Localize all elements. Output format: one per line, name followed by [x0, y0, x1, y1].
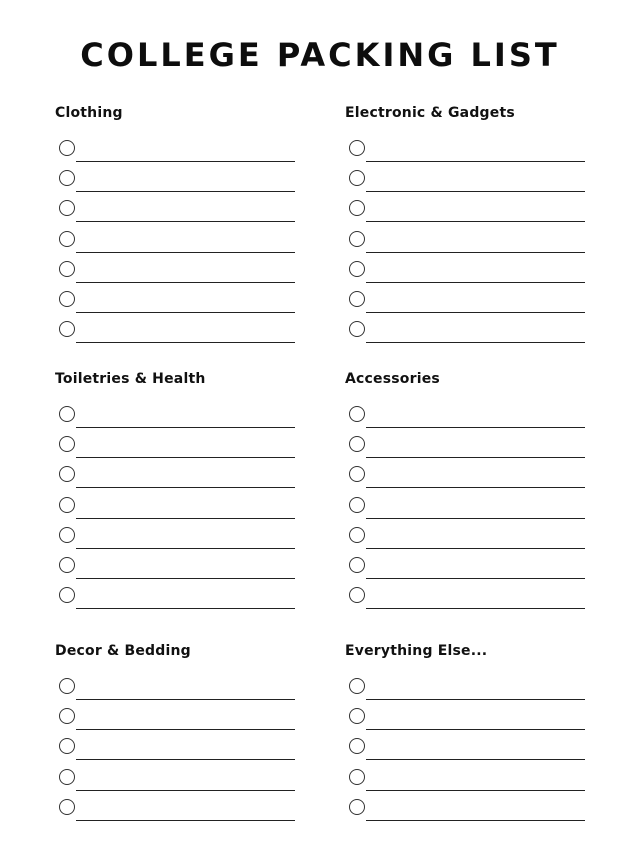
write-line[interactable]: [76, 427, 295, 428]
write-line[interactable]: [366, 790, 585, 791]
checklist-item[interactable]: [349, 321, 585, 343]
write-line[interactable]: [76, 578, 295, 579]
checkbox-circle[interactable]: [59, 738, 75, 754]
checklist-item[interactable]: [59, 140, 295, 162]
write-line[interactable]: [366, 820, 585, 821]
checklist-item[interactable]: [349, 769, 585, 791]
section-everything-else: [345, 642, 585, 660]
checklist-item[interactable]: [59, 261, 295, 283]
checklist-item[interactable]: [59, 291, 295, 313]
checklist-item[interactable]: [349, 738, 585, 760]
section-heading: Decor & Bedding: [55, 643, 191, 659]
write-line[interactable]: [366, 487, 585, 488]
checklist-item[interactable]: [59, 231, 295, 253]
checklist-item[interactable]: [59, 436, 295, 458]
checkbox-circle[interactable]: [59, 527, 75, 543]
checkbox-circle[interactable]: [349, 587, 365, 603]
checkbox-circle[interactable]: [349, 557, 365, 573]
write-line[interactable]: [366, 729, 585, 730]
checkbox-circle[interactable]: [59, 406, 75, 422]
checklist-item[interactable]: [349, 527, 585, 549]
checkbox-circle[interactable]: [59, 321, 75, 337]
section-clothing: [55, 104, 295, 122]
checklist-item[interactable]: [59, 738, 295, 760]
checklist-item[interactable]: [59, 170, 295, 192]
checkbox-circle[interactable]: [349, 708, 365, 724]
section-accessories: [345, 370, 585, 388]
checklist-item[interactable]: [59, 678, 295, 700]
checkbox-circle[interactable]: [59, 231, 75, 247]
write-line[interactable]: [366, 221, 585, 222]
checklist-item[interactable]: [349, 291, 585, 313]
checkbox-circle[interactable]: [349, 200, 365, 216]
write-line[interactable]: [366, 457, 585, 458]
checklist-item[interactable]: [59, 321, 295, 343]
checklist-item[interactable]: [59, 527, 295, 549]
checkbox-circle[interactable]: [349, 738, 365, 754]
write-line[interactable]: [76, 457, 295, 458]
checkbox-circle[interactable]: [349, 321, 365, 337]
checkbox-circle[interactable]: [59, 799, 75, 815]
checkbox-circle[interactable]: [349, 170, 365, 186]
checklist-item[interactable]: [349, 200, 585, 222]
write-line[interactable]: [366, 427, 585, 428]
checkbox-circle[interactable]: [349, 231, 365, 247]
checklist-item[interactable]: [349, 557, 585, 579]
checkbox-circle[interactable]: [59, 200, 75, 216]
write-line[interactable]: [76, 548, 295, 549]
checkbox-circle[interactable]: [349, 261, 365, 277]
checklist-item[interactable]: [59, 799, 295, 821]
section-heading: Electronic & Gadgets: [345, 105, 515, 121]
checklist-item[interactable]: [349, 497, 585, 519]
checklist-item[interactable]: [59, 557, 295, 579]
section-heading: Everything Else...: [345, 643, 488, 659]
checklist-item[interactable]: [59, 708, 295, 730]
write-line[interactable]: [366, 578, 585, 579]
write-line[interactable]: [76, 487, 295, 488]
checkbox-circle[interactable]: [59, 261, 75, 277]
section-heading: Clothing: [55, 105, 123, 121]
checkbox-circle[interactable]: [349, 406, 365, 422]
checkbox-circle[interactable]: [59, 170, 75, 186]
write-line[interactable]: [76, 759, 295, 760]
checkbox-circle[interactable]: [59, 708, 75, 724]
checkbox-circle[interactable]: [349, 497, 365, 513]
write-line[interactable]: [366, 191, 585, 192]
checklist-item[interactable]: [349, 587, 585, 609]
write-line[interactable]: [76, 342, 295, 343]
checkbox-circle[interactable]: [59, 436, 75, 452]
write-line[interactable]: [76, 790, 295, 791]
checklist-item[interactable]: [349, 466, 585, 488]
write-line[interactable]: [366, 312, 585, 313]
write-line[interactable]: [76, 608, 295, 609]
section-toiletries: [55, 370, 295, 388]
write-line[interactable]: [366, 548, 585, 549]
write-line[interactable]: [366, 252, 585, 253]
checkbox-circle[interactable]: [59, 497, 75, 513]
checklist-item[interactable]: [349, 170, 585, 192]
checkbox-circle[interactable]: [349, 769, 365, 785]
write-line[interactable]: [76, 221, 295, 222]
write-line[interactable]: [76, 282, 295, 283]
checkbox-circle[interactable]: [59, 291, 75, 307]
checkbox-circle[interactable]: [59, 678, 75, 694]
write-line[interactable]: [366, 282, 585, 283]
write-line[interactable]: [76, 729, 295, 730]
write-line[interactable]: [76, 312, 295, 313]
checkbox-circle[interactable]: [59, 466, 75, 482]
checkbox-circle[interactable]: [349, 678, 365, 694]
checklist-item[interactable]: [59, 769, 295, 791]
page-title: COLLEGE PACKING LIST: [80, 36, 560, 74]
checkbox-circle[interactable]: [349, 527, 365, 543]
write-line[interactable]: [366, 161, 585, 162]
checkbox-circle[interactable]: [349, 466, 365, 482]
checklist-item[interactable]: [349, 708, 585, 730]
checkbox-circle[interactable]: [349, 291, 365, 307]
write-line[interactable]: [76, 518, 295, 519]
checklist-item[interactable]: [59, 497, 295, 519]
checklist-item[interactable]: [349, 799, 585, 821]
checklist-item[interactable]: [349, 436, 585, 458]
section-decor: [55, 642, 295, 660]
write-line[interactable]: [76, 820, 295, 821]
section-electronics: [345, 104, 585, 122]
write-line[interactable]: [76, 252, 295, 253]
write-line[interactable]: [76, 699, 295, 700]
checklist-item[interactable]: [349, 140, 585, 162]
checklist-item[interactable]: [349, 261, 585, 283]
checklist-item[interactable]: [59, 200, 295, 222]
checkbox-circle[interactable]: [59, 557, 75, 573]
checklist-item[interactable]: [349, 406, 585, 428]
write-line[interactable]: [366, 699, 585, 700]
section-heading: Toiletries & Health: [55, 371, 206, 387]
checkbox-circle[interactable]: [59, 587, 75, 603]
checkbox-circle[interactable]: [349, 140, 365, 156]
write-line[interactable]: [366, 342, 585, 343]
checkbox-circle[interactable]: [59, 140, 75, 156]
checklist-item[interactable]: [349, 231, 585, 253]
write-line[interactable]: [366, 759, 585, 760]
checkbox-circle[interactable]: [349, 436, 365, 452]
write-line[interactable]: [76, 191, 295, 192]
checklist-item[interactable]: [59, 587, 295, 609]
write-line[interactable]: [366, 608, 585, 609]
write-line[interactable]: [76, 161, 295, 162]
checklist-item[interactable]: [349, 678, 585, 700]
checkbox-circle[interactable]: [349, 799, 365, 815]
checklist-item[interactable]: [59, 406, 295, 428]
section-heading: Accessories: [345, 371, 440, 387]
checkbox-circle[interactable]: [59, 769, 75, 785]
write-line[interactable]: [366, 518, 585, 519]
checklist-item[interactable]: [59, 466, 295, 488]
